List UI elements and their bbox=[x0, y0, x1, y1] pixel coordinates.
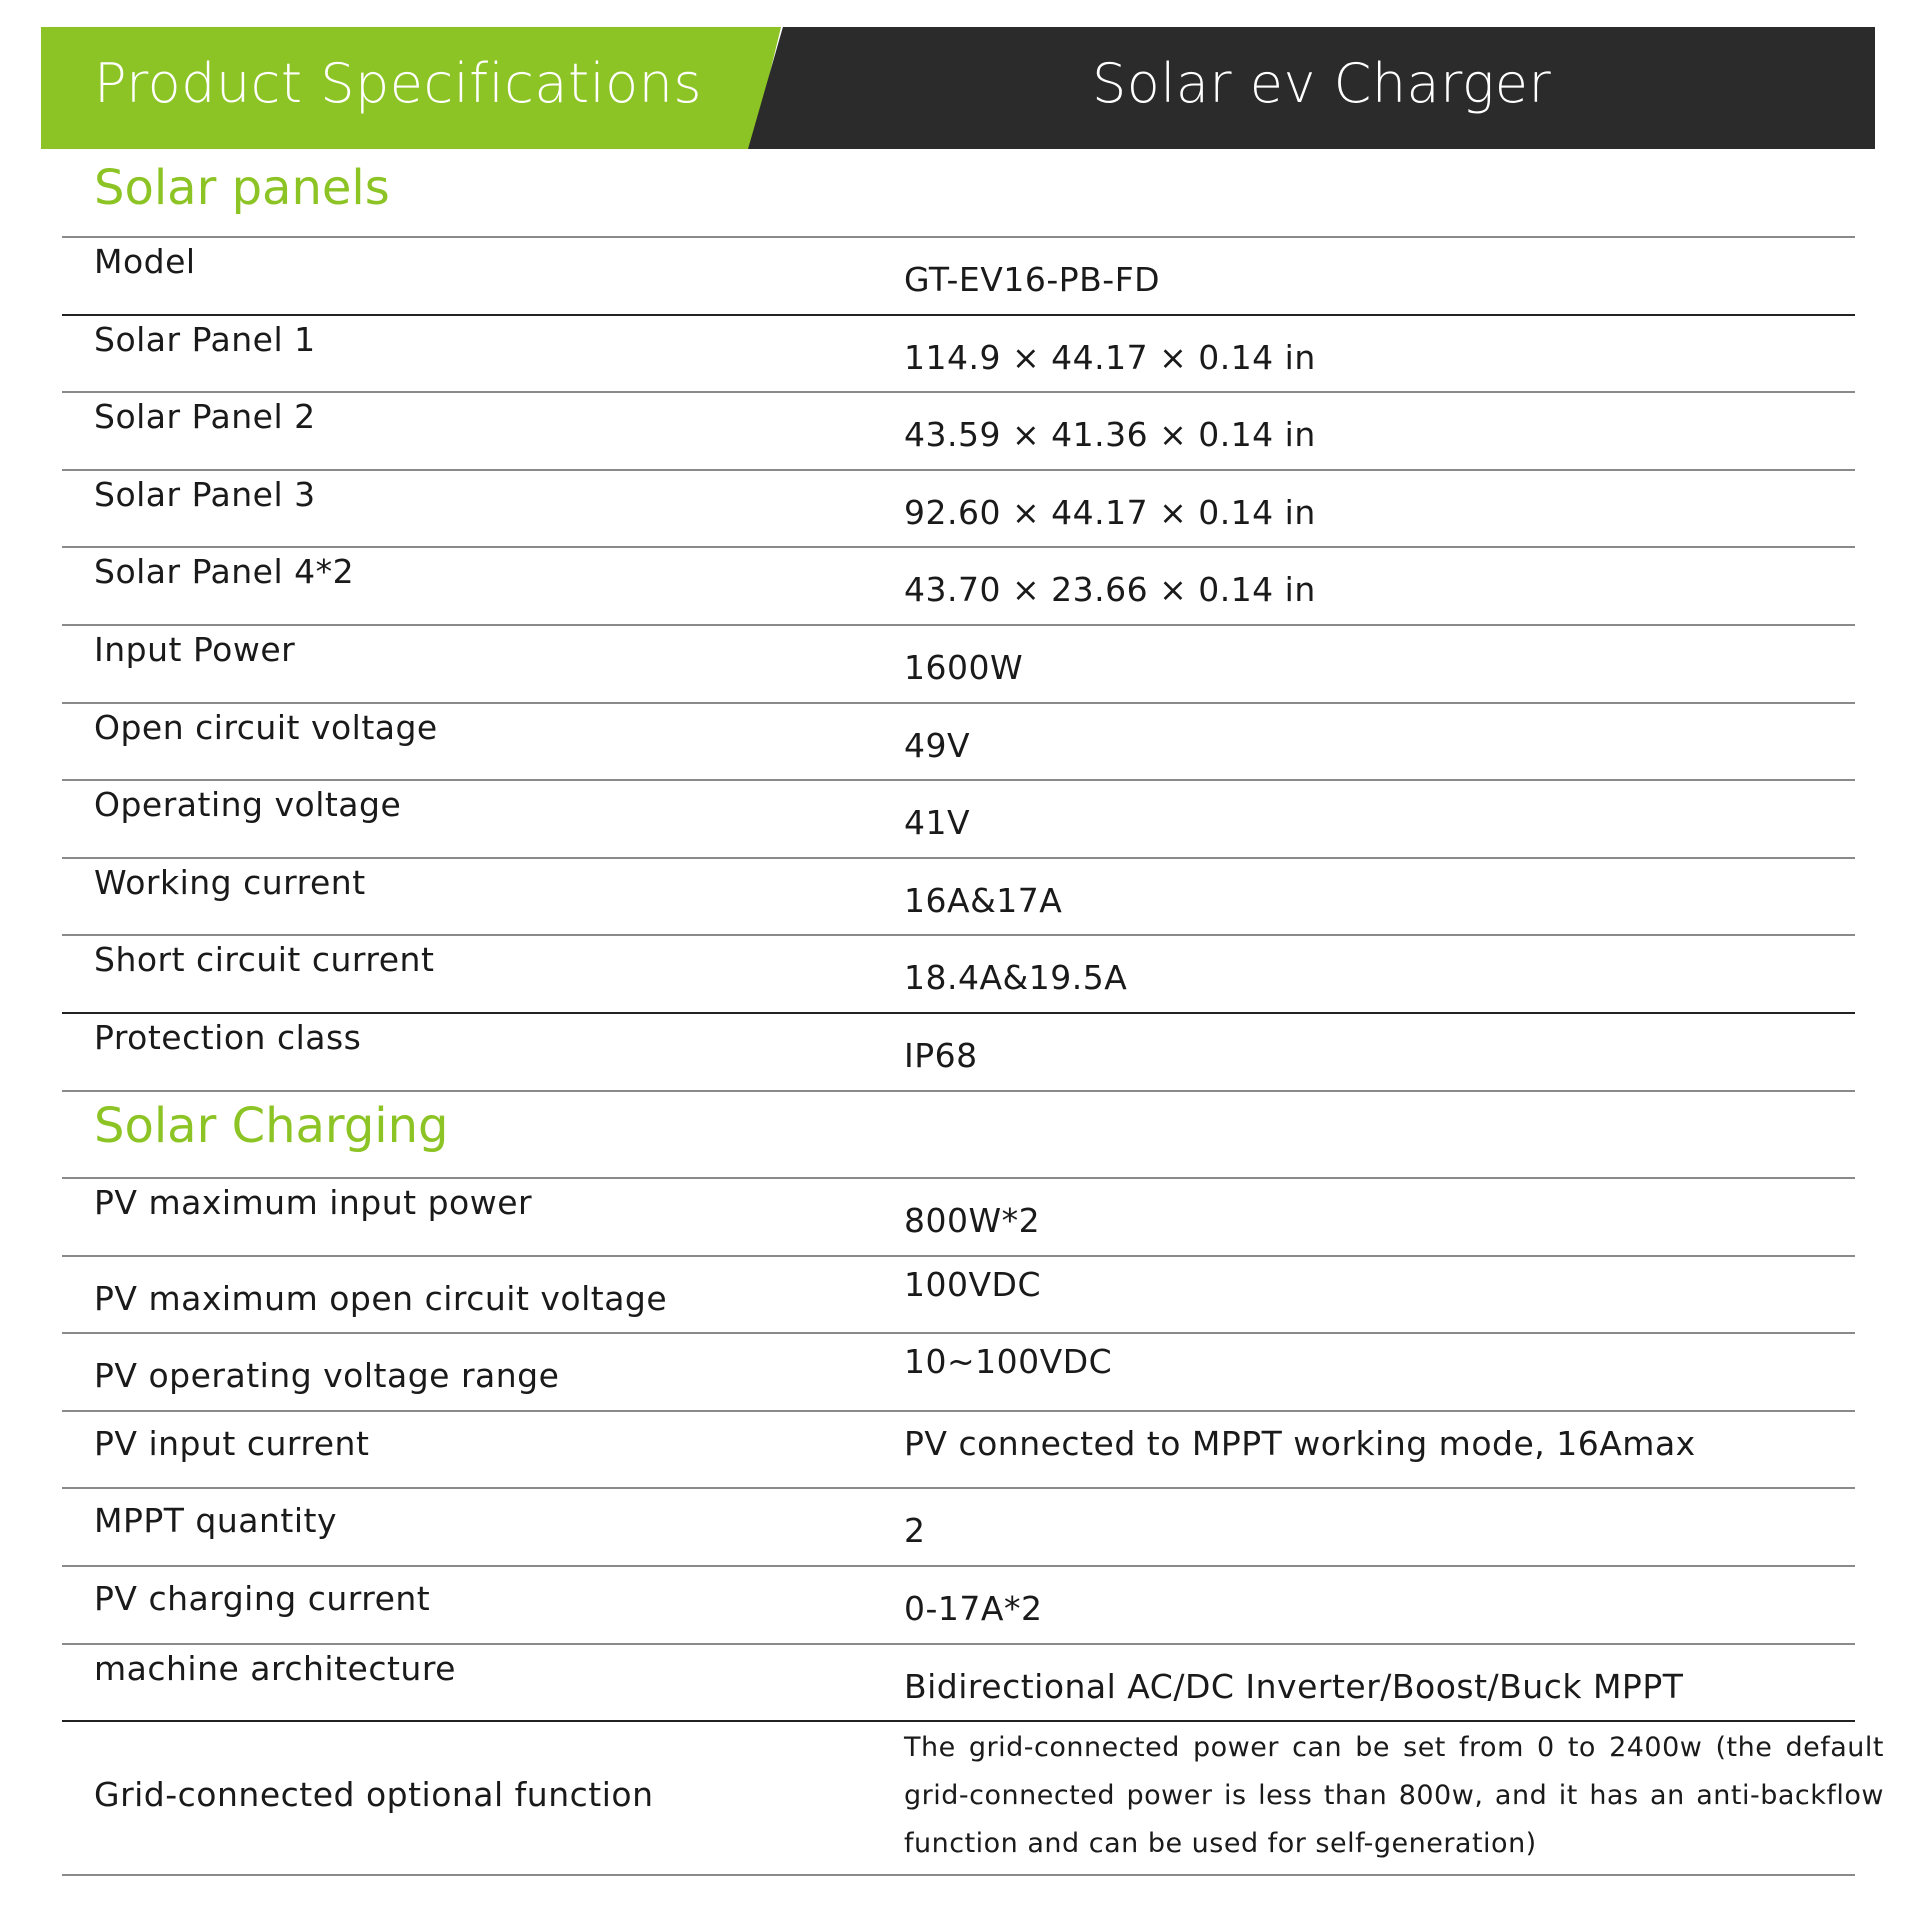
spec-label: PV maximum open circuit voltage bbox=[94, 1278, 668, 1318]
divider bbox=[62, 1874, 1855, 1876]
divider bbox=[62, 1177, 1855, 1179]
spec-value: 800W*2 bbox=[904, 1201, 1041, 1240]
divider bbox=[62, 1643, 1855, 1645]
divider bbox=[62, 314, 1855, 316]
divider bbox=[62, 469, 1855, 471]
spec-value: 43.70 × 23.66 × 0.14 in bbox=[904, 570, 1316, 610]
spec-value: 92.60 × 44.17 × 0.14 in bbox=[904, 492, 1316, 532]
spec-label: PV maximum input power bbox=[94, 1183, 533, 1222]
spec-label: machine architecture bbox=[94, 1648, 456, 1688]
spec-value: IP68 bbox=[904, 1036, 978, 1075]
spec-label: Working current bbox=[94, 862, 366, 902]
divider bbox=[62, 1410, 1855, 1412]
divider bbox=[62, 1090, 1855, 1092]
section-title: Solar panels bbox=[94, 160, 390, 216]
divider bbox=[62, 1012, 1855, 1014]
spec-label: Solar Panel 4*2 bbox=[94, 552, 355, 592]
spec-label: Short circuit current bbox=[94, 940, 435, 980]
section-title: Solar Charging bbox=[94, 1098, 449, 1154]
spec-label: MPPT quantity bbox=[94, 1501, 337, 1541]
spec-label: Grid-connected optional function bbox=[94, 1775, 654, 1815]
spec-label: Solar Panel 1 bbox=[94, 319, 316, 359]
divider bbox=[62, 779, 1855, 781]
spec-label: Input Power bbox=[94, 630, 296, 669]
spec-label: Solar Panel 2 bbox=[94, 397, 316, 437]
spec-value: 10~100VDC bbox=[904, 1342, 1113, 1382]
spec-value: 100VDC bbox=[904, 1264, 1042, 1304]
spec-value: 43.59 × 41.36 × 0.14 in bbox=[904, 415, 1316, 455]
divider bbox=[62, 1565, 1855, 1567]
spec-value: 49V bbox=[904, 725, 971, 765]
spec-value: 1600W bbox=[904, 648, 1024, 687]
spec-value: Bidirectional AC/DC Inverter/Boost/Buck MPPT bbox=[904, 1666, 1684, 1706]
spec-value: The grid-connected power can be set from 0 to 2400w (the default grid-connected power is less than 800w, and it has an anti-backflow function and can be used for self-generation) bbox=[904, 1732, 1884, 1859]
spec-label: Solar Panel 3 bbox=[94, 474, 316, 514]
divider bbox=[62, 236, 1855, 238]
spec-value: 41V bbox=[904, 803, 971, 843]
spec-label: Open circuit voltage bbox=[94, 707, 438, 747]
spec-label: Model bbox=[94, 242, 196, 281]
spec-value: GT-EV16-PB-FD bbox=[904, 260, 1161, 299]
header-right-title: Solar ev Charger bbox=[1092, 52, 1552, 115]
divider bbox=[62, 702, 1855, 704]
spec-value: 2 bbox=[904, 1511, 926, 1551]
divider bbox=[62, 1720, 1855, 1722]
spec-label: PV input current bbox=[94, 1423, 370, 1463]
divider bbox=[62, 1255, 1855, 1257]
spec-value: PV connected to MPPT working mode, 16Amax bbox=[904, 1423, 1696, 1463]
divider bbox=[62, 934, 1855, 936]
spec-label: Protection class bbox=[94, 1018, 362, 1057]
spec-label: PV charging current bbox=[94, 1579, 431, 1618]
divider bbox=[62, 624, 1855, 626]
spec-value: 16A&17A bbox=[904, 880, 1063, 920]
spec-value: 0-17A*2 bbox=[904, 1589, 1043, 1628]
spec-label: PV operating voltage range bbox=[94, 1356, 560, 1396]
divider bbox=[62, 391, 1855, 393]
spec-label: Operating voltage bbox=[94, 785, 402, 825]
divider bbox=[62, 857, 1855, 859]
divider bbox=[62, 546, 1855, 548]
header-left-title: Product Specifications bbox=[94, 52, 703, 115]
divider bbox=[62, 1487, 1855, 1489]
divider bbox=[62, 1332, 1855, 1334]
spec-value: 18.4A&19.5A bbox=[904, 958, 1128, 998]
spec-value: 114.9 × 44.17 × 0.14 in bbox=[904, 337, 1316, 377]
